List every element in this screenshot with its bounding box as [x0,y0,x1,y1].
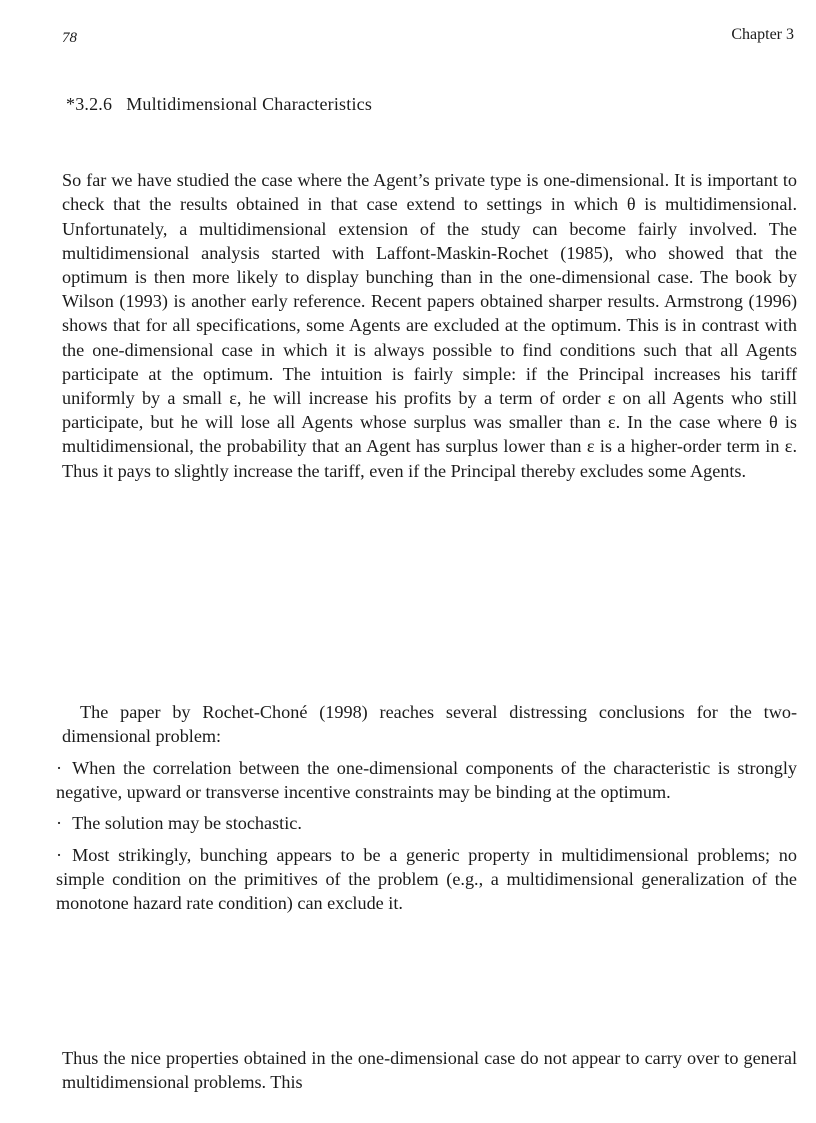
list-item-text: The solution may be stochastic. [72,813,302,834]
section-title: Multidimensional Characteristics [126,94,373,114]
list-item-text: When the correlation between the one-dimensional components of the characteristic is strongly negative, upward or transverse incentive constraints may be binding at the optimum. [56,758,797,803]
paragraph-rochet-chone: The paper by Rochet-Choné (1998) reaches several distressing conclusions for the two-dimensional problem: [62,702,797,747]
page-number: 78 [62,30,77,46]
paragraph-conclusion: Thus the nice properties obtained in the one-dimensional case do not appear to carry over to general multidimensional problems. This [62,1048,797,1093]
running-head: Chapter 3 [731,26,794,43]
paragraph-intro: So far we have studied the case where the Agent’s private type is one-dimensional. It is important to check that the results obtained in that case extend to settings in which θ is multidimensional. Unfortunately, a multidimensional extension of the study can become fairly involved. The multidimensional analysis started with Laffont-Maskin-Rochet (1985), who showed that the optimum is then more likely to display bunching than in the one-dimensional case. The book by Wilson (1993) is another early reference. Recent papers obtained sharper results. Armstrong (1996) shows that for all specifications, some Agents are excluded at the optimum. This is in contrast with the one-dimensional case in which it is always possible to find conditions such that all Agents participate at the optimum. The intuition is fairly simple: if the Principal increases his tariff uniformly by a small ε, he will increase his profits by a term of order ε on all Agents who still participate, but he will lose all Agents whose surplus was smaller than ε. In the case where θ is multidimensional, the probability that an Agent has surplus lower than ε is a higher-order term in ε. Thus it pays to slightly increase the tariff, even if the Principal thereby excludes some Agents. [62,170,797,481]
bullet-marker: · [56,813,63,834]
section-number: *3.2.6 [66,94,113,114]
list-item [56,811,797,835]
list-item [56,756,797,804]
bullet-marker: · [56,758,63,778]
bullet-list [56,756,797,922]
section-heading [66,94,372,115]
bullet-marker: · [56,844,63,865]
list-item-text: Most strikingly, bunching appears to be a generic property in multidimensional problems; no simple condition on the primitives of the problem (e.g., a multidimensional generalization of the monotone hazard rate condition) can exclude it. [56,844,797,914]
list-item [56,843,797,916]
